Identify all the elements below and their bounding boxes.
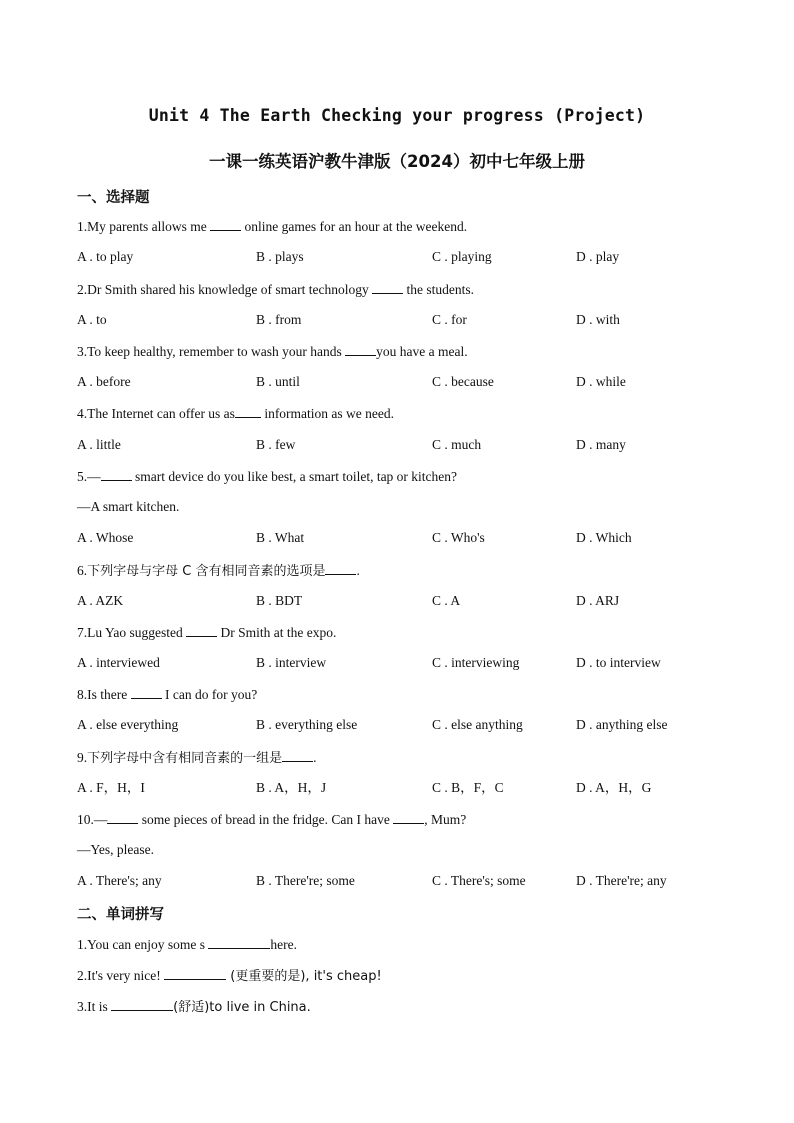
- question-4: 4.The Internet can offer us as information as we need.: [77, 406, 395, 421]
- q1-option-b[interactable]: B . plays: [256, 249, 304, 264]
- q6-option-d[interactable]: D . ARJ: [576, 593, 620, 608]
- question-7: 7.Lu Yao suggested Dr Smith at the expo.: [77, 625, 337, 640]
- answer-blank[interactable]: [372, 280, 403, 294]
- answer-blank[interactable]: [107, 810, 138, 824]
- q9-option-b[interactable]: B . A，H，J: [256, 780, 327, 795]
- answer-blank[interactable]: [164, 966, 226, 980]
- section-heading-multiple-choice: 一、选择题: [77, 190, 150, 206]
- q5-option-b[interactable]: B . What: [256, 530, 305, 545]
- section-heading-spelling: 二、单词拼写: [77, 907, 164, 923]
- q5-option-c[interactable]: C . Who's: [432, 530, 485, 545]
- q1-option-c[interactable]: C . playing: [432, 249, 492, 264]
- q3-option-c[interactable]: C . because: [432, 374, 494, 389]
- q4-option-d[interactable]: D . many: [576, 437, 626, 452]
- q10-option-d[interactable]: D . There're; any: [576, 873, 667, 888]
- q10-option-a[interactable]: A . There's; any: [77, 873, 162, 888]
- q7-option-c[interactable]: C . interviewing: [432, 655, 520, 670]
- q6-option-c[interactable]: C . A: [432, 593, 461, 608]
- question-10-reply: —Yes, please.: [77, 842, 154, 857]
- q9-option-c[interactable]: C . B，F，C: [432, 780, 504, 795]
- answer-blank[interactable]: [393, 810, 424, 824]
- q1-option-d[interactable]: D . play: [576, 249, 620, 264]
- q8-option-d[interactable]: D . anything else: [576, 717, 668, 732]
- answer-blank[interactable]: [208, 935, 270, 949]
- q10-option-b[interactable]: B . There're; some: [256, 873, 355, 888]
- question-8: 8.Is there I can do for you?: [77, 687, 258, 702]
- q4-option-c[interactable]: C . much: [432, 437, 482, 452]
- spelling-question-1: 1.You can enjoy some s here.: [77, 937, 297, 952]
- q3-option-d[interactable]: D . while: [576, 374, 626, 389]
- spelling-question-2: 2.It's very nice! (更重要的是), it's cheap!: [77, 968, 382, 984]
- worksheet-subtitle: 一课一练英语沪教牛津版（2024）初中七年级上册: [209, 152, 585, 171]
- q10-option-c[interactable]: C . There's; some: [432, 873, 526, 888]
- q4-option-b[interactable]: B . few: [256, 437, 296, 452]
- q8-option-a[interactable]: A . else everything: [77, 717, 179, 732]
- q8-option-c[interactable]: C . else anything: [432, 717, 523, 732]
- answer-blank[interactable]: [101, 467, 132, 481]
- q1-option-a[interactable]: A . to play: [77, 249, 134, 264]
- answer-blank[interactable]: [345, 342, 376, 356]
- q2-option-d[interactable]: D . with: [576, 312, 620, 327]
- question-9: 9.下列字母中含有相同音素的一组是 .: [77, 750, 317, 766]
- spelling-question-3: 3.It is (舒适)to live in China.: [77, 999, 311, 1015]
- question-3: 3.To keep healthy, remember to wash your hands you have a meal.: [77, 344, 468, 359]
- answer-blank[interactable]: [111, 997, 173, 1011]
- answer-blank[interactable]: [325, 561, 356, 575]
- q2-option-c[interactable]: C . for: [432, 312, 467, 327]
- q5-option-d[interactable]: D . Which: [576, 530, 632, 545]
- question-10: 10.— some pieces of bread in the fridge. Can I have , Mum?: [77, 812, 467, 827]
- answer-blank[interactable]: [235, 404, 261, 418]
- question-5-reply: —A smart kitchen.: [77, 499, 180, 514]
- question-1: 1.My parents allows me online games for an hour at the weekend.: [77, 219, 468, 234]
- q6-option-b[interactable]: B . BDT: [256, 593, 303, 608]
- worksheet-title: Unit 4 The Earth Checking your progress (Project): [148, 106, 646, 125]
- answer-blank[interactable]: [210, 217, 241, 231]
- q9-option-d[interactable]: D . A，H，G: [576, 780, 652, 795]
- q3-option-b[interactable]: B . until: [256, 374, 300, 389]
- q9-option-a[interactable]: A . F，H，I: [77, 780, 145, 795]
- answer-blank[interactable]: [186, 623, 217, 637]
- q8-option-b[interactable]: B . everything else: [256, 717, 358, 732]
- question-6: 6.下列字母与字母 C 含有相同音素的选项是 .: [77, 563, 360, 579]
- q5-option-a[interactable]: A . Whose: [77, 530, 134, 545]
- q2-option-a[interactable]: A . to: [77, 312, 107, 327]
- q7-option-d[interactable]: D . to interview: [576, 655, 661, 670]
- answer-blank[interactable]: [282, 748, 313, 762]
- q7-option-b[interactable]: B . interview: [256, 655, 327, 670]
- answer-blank[interactable]: [131, 685, 162, 699]
- q4-option-a[interactable]: A . little: [77, 437, 121, 452]
- q7-option-a[interactable]: A . interviewed: [77, 655, 160, 670]
- q6-option-a[interactable]: A . AZK: [77, 593, 124, 608]
- q2-option-b[interactable]: B . from: [256, 312, 302, 327]
- q3-option-a[interactable]: A . before: [77, 374, 131, 389]
- question-2: 2.Dr Smith shared his knowledge of smart technology the students.: [77, 282, 474, 297]
- question-5: 5.— smart device do you like best, a smart toilet, tap or kitchen?: [77, 469, 458, 484]
